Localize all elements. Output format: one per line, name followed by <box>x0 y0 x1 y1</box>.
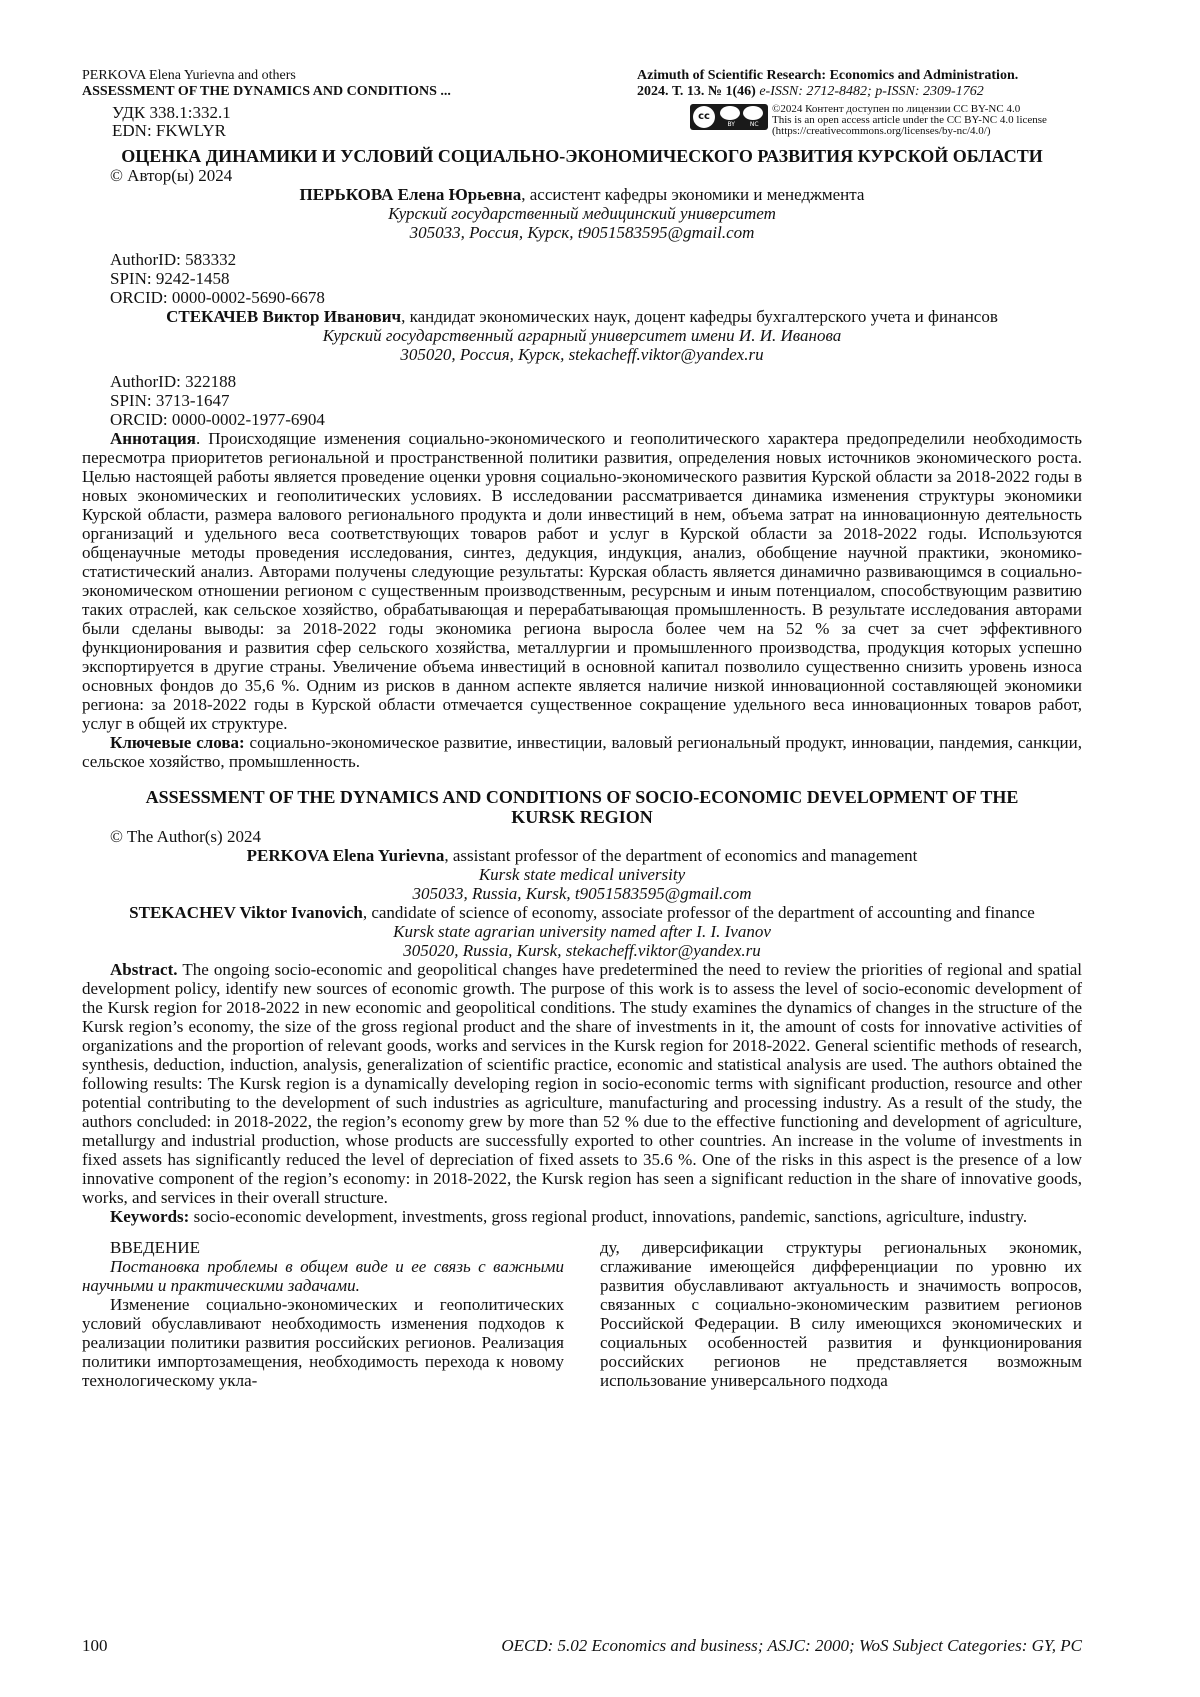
ru-title: ОЦЕНКА ДИНАМИКИ И УСЛОВИЙ СОЦИАЛЬНО-ЭКОНОМИЧЕСКОГО РАЗВИТИЯ КУРСКОЙ ОБЛАСТИ <box>121 146 1043 166</box>
ru-author1-name: ПЕРЬКОВА Елена Юрьевна <box>299 185 522 204</box>
ru-keywords-text: социально-экономическое развитие, инвестиции, валовый региональный продукт, инновации, пандемия, санкции, сельское хозяйство, промышленность. <box>82 733 1082 771</box>
ru-author2-spin: SPIN: 3713-1647 <box>110 391 230 410</box>
en-author1-affiliation: Kursk state medical university <box>478 865 686 884</box>
journal-name: Azimuth of Scientific Research: Economics and Administration. <box>637 68 1019 83</box>
cc-symbol: cc <box>693 106 715 128</box>
meta-row <box>82 104 1082 140</box>
ru-author1-orcid: ORCID: 0000-0002-5690-6678 <box>110 288 325 307</box>
en-author1-address: 305033, Russia, Kursk, t9051583595@gmail.com <box>412 884 752 903</box>
journal-issue-line <box>637 84 1082 100</box>
journal-issn: e-ISSN: 2712-8482; p-ISSN: 2309-1762 <box>759 84 984 99</box>
en-author2-affiliation: Kursk state agrarian university named after I. I. Ivanov <box>393 922 771 941</box>
page-number: 100 <box>82 1636 108 1655</box>
cc-badge-labels <box>720 121 766 128</box>
en-keywords-text: socio-economic development, investments, gross regional product, innovations, pandemic, sanctions, agriculture, industry. <box>189 1207 1028 1226</box>
header-short-title: ASSESSMENT OF THE DYNAMICS AND CONDITIONS ... <box>82 84 451 99</box>
page-footer <box>82 1636 1082 1656</box>
license-line-en: This is an open access article under the CC BY-NC 4.0 license <box>772 114 1047 126</box>
license-text <box>772 104 1047 137</box>
ru-author1-affiliation: Курский государственный медицинский университет <box>388 204 776 223</box>
header-right <box>637 68 1082 100</box>
running-header <box>82 68 1082 100</box>
journal-volume: 2024. Т. 13. № 1(46) <box>637 84 756 99</box>
udk-code: УДК 338.1:332.1 <box>112 103 231 122</box>
cc-by-nc-icon <box>690 104 768 130</box>
intro-subheading: Постановка проблемы в общем виде и ее связь с важными научными и практическими задачами. <box>82 1257 564 1295</box>
en-author2-name: STEKACHEV Viktor Ivanovich <box>129 903 363 922</box>
ru-author2-role: , кандидат экономических наук, доцент кафедры бухгалтерского учета и финансов <box>401 307 998 326</box>
license-block <box>690 104 1082 140</box>
ru-author2-ids <box>82 372 1082 429</box>
license-line-ru: ©2024 Контент доступен по лицензии CC BY-NC 4.0 <box>772 103 1021 115</box>
ru-author2-address: 305020, Россия, Курск, stekacheff.viktor@yandex.ru <box>400 345 764 364</box>
article-identifiers <box>82 104 231 140</box>
en-keywords <box>82 1207 1082 1226</box>
ru-keywords-label: Ключевые слова: <box>110 733 245 752</box>
ru-abstract-text: . Происходящие изменения социально-экономического и геополитического характера предопределили необходимость пересмотра приоритетов региональной и пространственной политики развития, определения новых источников экономического роста. Целью настоящей работы является проведение оценки уровня социально-экономического развития Курской области за 2018-2022 годы в новых экономических и геополитических условиях. В исследовании рассматривается динамика изменения структуры экономики Курской области, размера валового регионального продукта и доли инвестиций в нем, объема затрат на инновационную деятельность организаций и удельного веса соответствующих товаров работ и услуг в Курской области за 2018-2022 годы. Используются общенаучные методы проведения исследования, синтез, дедукция, индукция, анализ, обобщение научной практики, экономико-статистический анализ. Авторами получены следующие результаты: Курская область является динамично развивающимся в социально-экономическом отношении регионом с существенным производственным, ресурсным и иным потенциалом, способствующим развитию таких отраслей, как сельское хозяйство, обрабатывающая и перерабатывающая промышленность. В результате исследования авторами были сделаны выводы: за 2018-2022 годы экономика региона выросла более чем на 52 % за счет за счет эффективного функционирования и развития сфер сельского хозяйства, металлургии и промышленного производства, продукция которых успешно экспортируется в другие страны. Увеличение объема инвестиций в основной капитал позволило существенно снизить уровень износа основных фондов до 35,6 %. Одним из рисков в данном аспекте является наличие низкой инновационной составляющей экономики региона: за 2018-2022 годы в Курской области отмечается существенное сокращение удельного веса инновационных товаров работ, услуг в общей их структуре. <box>82 429 1082 733</box>
en-copyright: © The Author(s) 2024 <box>110 827 261 846</box>
en-title: ASSESSMENT OF THE DYNAMICS AND CONDITIONS OF SOCIO-ECONOMIC DEVELOPMENT OF THE KURSK REGION <box>145 787 1019 827</box>
ru-author2-affiliation: Курский государственный аграрный университет имени И. И. Иванова <box>322 326 842 345</box>
ru-keywords <box>82 733 1082 771</box>
ru-author2-orcid: ORCID: 0000-0002-1977-6904 <box>110 410 325 429</box>
header-left <box>82 68 451 100</box>
intro-paragraph-left: Изменение социально-экономических и геополитических условий обуславливают необходимость изменения подходов к реализации политики развития российских регионов. Реализация политики импортозамещения, необходимость перехода к новому технологическому укла- <box>82 1295 564 1390</box>
ru-author1-role: , ассистент кафедры экономики и менеджмента <box>521 185 865 204</box>
en-author2-line <box>82 903 1082 922</box>
by-symbol-icon <box>720 106 740 120</box>
ru-abstract <box>82 429 1082 733</box>
en-abstract-label: Abstract. <box>110 960 178 979</box>
en-author1-line <box>82 846 1082 865</box>
ru-author1-line <box>82 185 1082 204</box>
en-abstract-text: The ongoing socio-economic and geopolitical changes have predetermined the need to review the priorities of regional and spatial development policy, identify new sources of economic growth. The purpose of this work is to assess the level of socio-economic development of the Kursk region for 2018-2022 in new economic and geopolitical conditions. The study examines the dynamics of changes in the structure of the Kursk region’s economy, the size of the gross regional product and the share of investments in it, the amount of costs for innovative activities of organizations and the proportion of relevant goods, works and services in the Kursk region for 2018-2022. General scientific methods of research, synthesis, deduction, induction, analysis, generalization of scientific practice, economic and statistical analysis are used. The authors obtained the following results: The Kursk region is a dynamically developing region in socio-economic terms with significant production, resource and other potential contributing to the development of such industries as agriculture, manufacturing and processing industry. As a result of the study, the authors concluded: in 2018-2022, the region’s economy grew by more than 52 % due to the effective functioning and development of agriculture, metallurgy and industrial production, whose products are successfully exported to other countries. An increase in the volume of investments in fixed assets has significantly reduced the level of depreciation of fixed assets to 35.6 %. One of the risks in this aspect is the presence of a low innovative component of the region’s economy: in 2018-2022, the Kursk region has seen a significant reduction in the share of innovative goods, works, and services in their overall structure. <box>82 960 1082 1207</box>
article-page <box>82 68 1082 1390</box>
right-column <box>600 1238 1082 1390</box>
ru-author2-line <box>82 307 1082 326</box>
body-columns <box>82 1238 1082 1390</box>
nc-label: NC <box>749 121 759 128</box>
en-abstract <box>82 960 1082 1207</box>
en-author2-role: , candidate of science of economy, associate professor of the department of accounting and finance <box>362 903 1035 922</box>
intro-heading: ВВЕДЕНИЕ <box>110 1238 200 1257</box>
en-author1-role: , assistant professor of the department of economics and management <box>444 846 918 865</box>
header-authors: PERKOVA Elena Yurievna and others <box>82 68 296 83</box>
intro-paragraph-right: ду, диверсификации структуры региональных экономик, сглаживание имеющейся дифференциации по уровню их развития обуславливают актуальность и значимость вопросов, связанных с социально-экономическим развитием регионов Российской Федерации. В силу имеющихся экономических и социальных особенностей развития и функционирования российских регионов не представляется возможным использование универсального подхода <box>600 1238 1082 1390</box>
ru-author2-name: СТЕКАЧЕВ Виктор Иванович <box>166 307 402 326</box>
ru-copyright: © Автор(ы) 2024 <box>110 166 233 185</box>
ru-author1-authorid: AuthorID: 583332 <box>110 250 237 269</box>
ru-author1-spin: SPIN: 9242-1458 <box>110 269 230 288</box>
ru-abstract-label: Аннотация <box>110 429 196 448</box>
ru-author1-ids <box>82 250 1082 307</box>
by-label: BY <box>727 121 735 128</box>
edn-code: EDN: FKWLYR <box>112 121 226 140</box>
nc-symbol-icon <box>743 106 763 120</box>
ru-author1-address: 305033, Россия, Курск, t9051583595@gmail.com <box>409 223 755 242</box>
ru-author2-authorid: AuthorID: 322188 <box>110 372 237 391</box>
en-keywords-label: Keywords: <box>110 1207 190 1226</box>
en-author2-address: 305020, Russia, Kursk, stekacheff.viktor@yandex.ru <box>403 941 761 960</box>
subject-classification: OECD: 5.02 Economics and business; ASJC: 2000; WoS Subject Categories: GY, PC <box>501 1636 1082 1655</box>
left-column <box>82 1238 564 1390</box>
en-author1-name: PERKOVA Elena Yurievna <box>246 846 445 865</box>
license-link[interactable]: (https://creativecommons.org/licenses/by-nc/4.0/) <box>772 125 991 137</box>
